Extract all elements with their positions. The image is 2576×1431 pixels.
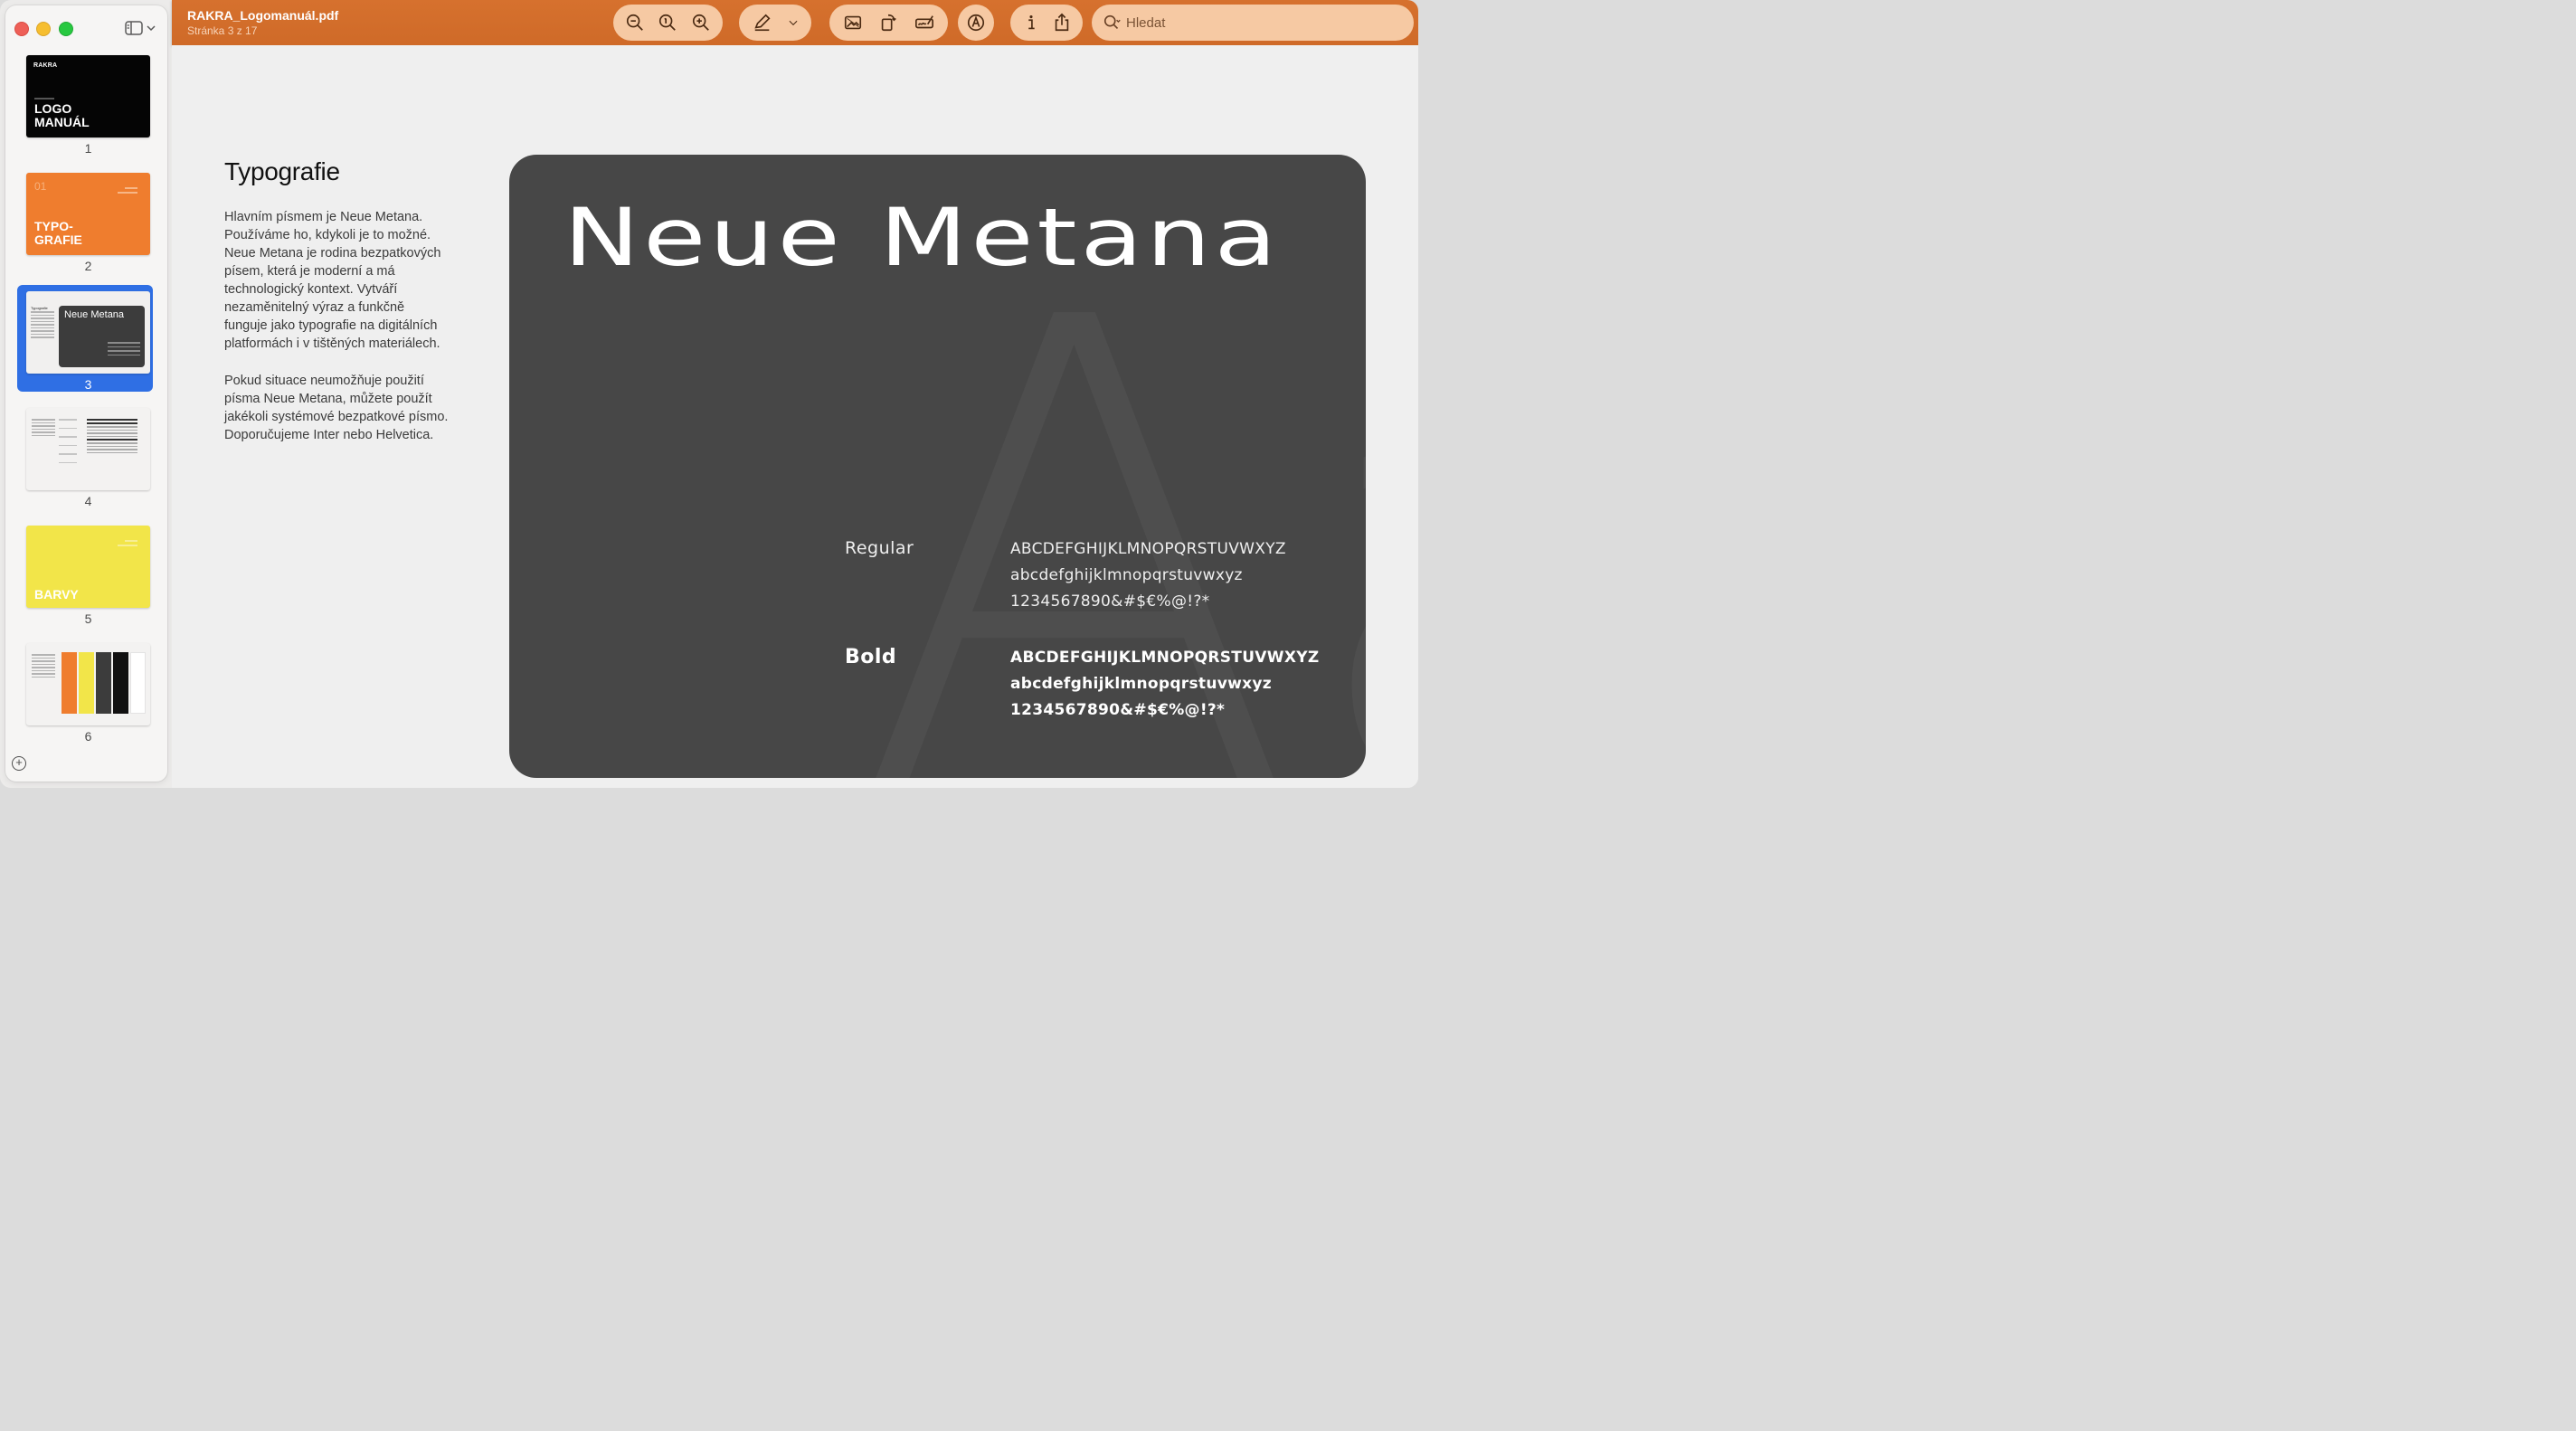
- thumbnail-title: BARVY: [34, 587, 79, 602]
- thumbnail-number: 2: [84, 259, 92, 273]
- glyph-line: abcdefghijklmnopqrstuvwxyz: [1010, 566, 1243, 584]
- thumbnail-page-6[interactable]: [24, 643, 153, 744]
- bold-label: Bold: [845, 646, 897, 668]
- thumbnail-image: [26, 408, 150, 490]
- annotate-group: [958, 5, 994, 41]
- image-icon: [843, 13, 863, 33]
- zoom-in-button[interactable]: [685, 6, 717, 39]
- color-swatch-orange: [62, 652, 77, 714]
- pdf-page: [172, 45, 1418, 788]
- zoom-group: [613, 5, 723, 41]
- thumbnail-page-1[interactable]: [24, 55, 153, 156]
- thumbnail-brand: RAKRA: [33, 62, 58, 69]
- info-button[interactable]: [1016, 6, 1046, 39]
- page-indicator: Stránka 3 z 17: [187, 24, 258, 37]
- thumbnail-title: Neue Metana: [64, 309, 125, 320]
- info-share-group: [1010, 5, 1083, 41]
- search-icon: [1103, 13, 1122, 37]
- thumbnail-chapter: 01: [34, 180, 47, 193]
- color-swatch-white: [130, 652, 146, 714]
- close-button[interactable]: [14, 22, 29, 36]
- glyph-line: ABCDEFGHIJKLMNOPQRSTUVWXYZ: [1010, 540, 1286, 558]
- glyph-line: 1234567890&#$€%@!?*: [1010, 592, 1210, 611]
- edit-group: [829, 5, 948, 41]
- thumbnail-image: [26, 173, 150, 255]
- thumbnail-sidebar: [5, 5, 167, 782]
- preview-window: [0, 0, 1418, 788]
- paragraph-1: Hlavním písmem je Neue Metana. Používáme ho, kdykoli je to možné. Neue Metana je rodina bezpatkových písem, která je moderní a má technologický kontext. Vytváří nezaměnitelný výraz a funkčně funguje jako typografie na digitálních platformách i v tištěných materiálech.: [224, 210, 441, 351]
- bold-glyphs: [1010, 645, 1319, 724]
- rotate-button[interactable]: [872, 6, 904, 39]
- thumbnail-number: 1: [84, 141, 92, 156]
- regular-label: Regular: [845, 538, 914, 558]
- info-icon: [1021, 13, 1041, 33]
- regular-glyphs: [1010, 536, 1286, 615]
- thumbnail-page-4[interactable]: [24, 408, 153, 508]
- color-swatch-yellow: [79, 652, 94, 714]
- thumbnail-number: 5: [84, 611, 92, 626]
- font-specimen-card: [509, 155, 1366, 778]
- share-button[interactable]: [1046, 6, 1077, 39]
- toolbar: [172, 0, 1418, 45]
- glyph-line: ABCDEFGHIJKLMNOPQRSTUVWXYZ: [1010, 649, 1320, 667]
- search-field[interactable]: [1092, 5, 1414, 41]
- actual-size-icon: [658, 13, 677, 33]
- thumbnail-title: LOGO MANUÁL: [34, 101, 90, 129]
- signature-icon: [914, 13, 934, 33]
- thumbnail-page-3[interactable]: [24, 291, 153, 392]
- sign-button[interactable]: [908, 6, 941, 39]
- highlight-button[interactable]: [746, 6, 779, 39]
- chevron-down-icon: [147, 24, 156, 32]
- glyph-line: 1234567890&#$€%@!?*: [1010, 701, 1226, 719]
- rotate-icon: [878, 13, 898, 33]
- sidebar-icon: [125, 21, 143, 35]
- thumbnail-image: [26, 526, 150, 608]
- thumbnail-number: 6: [84, 729, 92, 744]
- thumbnail-heading: Typografie: [31, 306, 48, 310]
- markup-group: [739, 5, 811, 41]
- thumbnail-title: TYPO- GRAFIE: [34, 219, 82, 247]
- thumbnail-image: [26, 291, 150, 374]
- glyph-line: abcdefghijklmnopqrstuvwxyz: [1010, 675, 1272, 693]
- font-name-title: Neue Metana: [564, 191, 1281, 284]
- page-heading: Typografie: [224, 157, 340, 185]
- search-input[interactable]: [1126, 12, 1397, 33]
- zoom-out-icon: [625, 13, 645, 33]
- annotate-button[interactable]: [960, 6, 992, 39]
- thumbnail-image: [26, 643, 150, 725]
- thumbnail-number: 4: [84, 494, 92, 508]
- fullscreen-button[interactable]: [59, 22, 73, 36]
- zoom-out-button[interactable]: [619, 6, 651, 39]
- markup-menu-button[interactable]: [781, 6, 805, 39]
- markup-circle-icon: [966, 13, 986, 33]
- crop-button[interactable]: [837, 6, 869, 39]
- document-title: RAKRA_Logomanuál.pdf: [187, 8, 339, 23]
- chevron-down-icon: [787, 16, 800, 29]
- share-icon: [1052, 13, 1072, 33]
- color-swatch-gray: [96, 652, 111, 714]
- color-swatch-black: [113, 652, 128, 714]
- actual-size-button[interactable]: [651, 6, 684, 39]
- thumbnail-page-5[interactable]: [24, 526, 153, 626]
- zoom-in-icon: [691, 13, 711, 33]
- minimize-button[interactable]: [36, 22, 51, 36]
- sidebar-toggle-button[interactable]: [122, 16, 158, 40]
- add-page-button[interactable]: +: [12, 756, 26, 771]
- paragraph-2: Pokud situace neumožňuje použití písma Neue Metana, můžete použít jakékoli systémové bezpatkové písmo. Doporučujeme Inter nebo Helvetica.: [224, 374, 449, 442]
- pen-icon: [753, 13, 772, 33]
- thumbnail-page-2[interactable]: [24, 173, 153, 273]
- thumbnail-number: 3: [84, 377, 92, 392]
- thumbnail-image: [26, 55, 150, 137]
